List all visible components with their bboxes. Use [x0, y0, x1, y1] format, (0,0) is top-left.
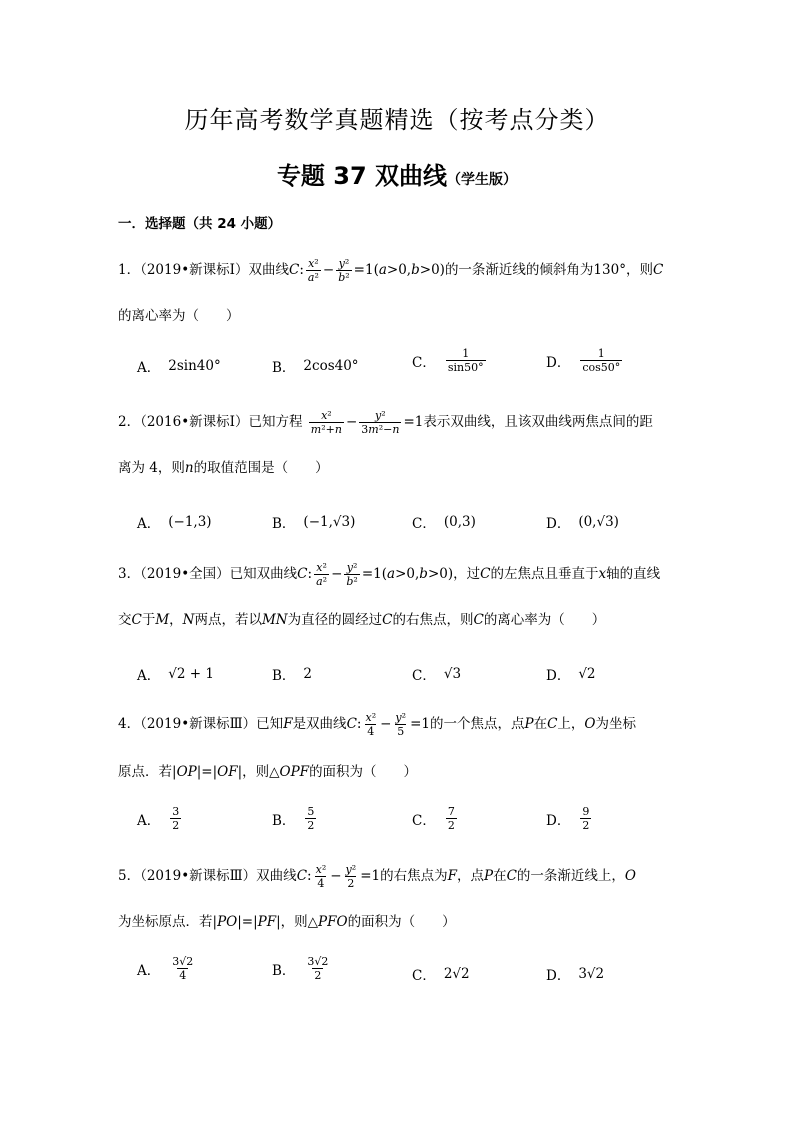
q4-option-a[interactable]: A． $\frac{3}{2}$ [137, 805, 180, 832]
question-5-options [0, 956, 794, 1004]
q2-option-d[interactable]: D． (0,√3) [546, 514, 619, 532]
question-2-line-2: 离为 4，则n的取值范围是（ ） [118, 460, 329, 476]
q2-option-a[interactable]: A． (−1,3) [137, 514, 212, 532]
question-3-line-1: 3．（2019•全国）已知双曲线C: $\frac{\text{x²}}{\text{a²}}$ − $\frac{\text{y²}}{\text{b²}}$ =1(a>0,b>0)，过C的左焦点且垂直于x轴的直线 [118, 561, 661, 588]
document-title: 历年高考数学真题精选（按考点分类） [184, 106, 610, 134]
subtitle-version: （学生版） [447, 172, 518, 188]
question-3-options [0, 660, 794, 708]
q2-option-c[interactable]: C． (0,3) [412, 514, 476, 532]
section-heading: 一．选择题（共 24 小题） [118, 216, 282, 232]
question-1-line-2: 的离心率为（ ） [118, 308, 240, 324]
question-2-options [0, 508, 794, 556]
q1-option-b[interactable]: B． 2cos40° [272, 358, 359, 376]
q5-option-c[interactable]: C． 2√2 [412, 966, 470, 984]
subtitle-main: 专题 37 双曲线 [276, 162, 448, 190]
q3-option-a[interactable]: A． √2 + 1 [137, 666, 214, 684]
q1-option-d[interactable]: D． $\frac{1}{\cos 50^\circ}$ [546, 347, 621, 374]
question-4-line-1: 4．（2019•新课标Ⅲ）已知F是双曲线C: $\frac{\text{x²}}{4}$ − $\frac{\text{y²}}{5}$ =1的一个焦点，点P在C上，O为坐标 [118, 711, 636, 738]
q2-option-b[interactable]: B． (−1,√3) [272, 514, 356, 532]
q5-option-d[interactable]: D． 3√2 [546, 966, 605, 984]
document-subtitle [0, 156, 794, 191]
question-3-line-2: 交C于M，N两点，若以MN为直径的圆经过C的右焦点，则C的离心率为（ ） [118, 612, 606, 628]
q3-option-b[interactable]: B． 2 [272, 666, 313, 684]
q5-option-a[interactable]: A． $\frac{3√2}{4}$ [137, 955, 194, 982]
question-5-line-2: 为坐标原点．若|PO|=|PF|，则△PFO的面积为（ ） [118, 914, 456, 930]
q4-option-d[interactable]: D． $\frac{9}{2}$ [546, 805, 590, 832]
q3-option-d[interactable]: D． √2 [546, 666, 596, 684]
question-4-options [0, 806, 794, 854]
question-5-line-1: 5．（2019•新课标Ⅲ）双曲线C: $\frac{\text{x²}}{4}$ − $\frac{\text{y²}}{2}$ =1的右焦点为F，点P在C的一条渐近线上，O [118, 863, 636, 890]
q1-option-a[interactable]: A． 2sin40° [137, 358, 221, 376]
q3-option-c[interactable]: C． √3 [412, 666, 462, 684]
q5-option-b[interactable]: B． $\frac{3√2}{2}$ [272, 955, 329, 982]
question-1-line-1: 1．（2019•新课标Ⅰ）双曲线C: $\frac{\text{x²}}{\text{a²}}$ − $\frac{\text{y²}}{\text{b²}}$ =1(a>0,b>0)的一条渐近线的倾斜角为130°，则C [118, 257, 664, 284]
q1-option-c[interactable]: C． $\frac{1}{\sin 50^\circ}$ [412, 347, 484, 374]
question-2-line-1: 2．（2016•新课标Ⅰ）已知方程 $\frac{\text{x²}}{\text{m²+n}}$ − $\frac{\text{y²}}{\text{3m²−n}}$ =1表示双曲线，且该双曲线两焦点间的距 [118, 409, 653, 436]
question-4-line-2: 原点．若|OP|=|OF|，则△OPF的面积为（ ） [118, 764, 418, 780]
question-1-options [0, 348, 794, 396]
q4-option-c[interactable]: C． $\frac{7}{2}$ [412, 805, 455, 832]
q4-option-b[interactable]: B． $\frac{5}{2}$ [272, 805, 315, 832]
